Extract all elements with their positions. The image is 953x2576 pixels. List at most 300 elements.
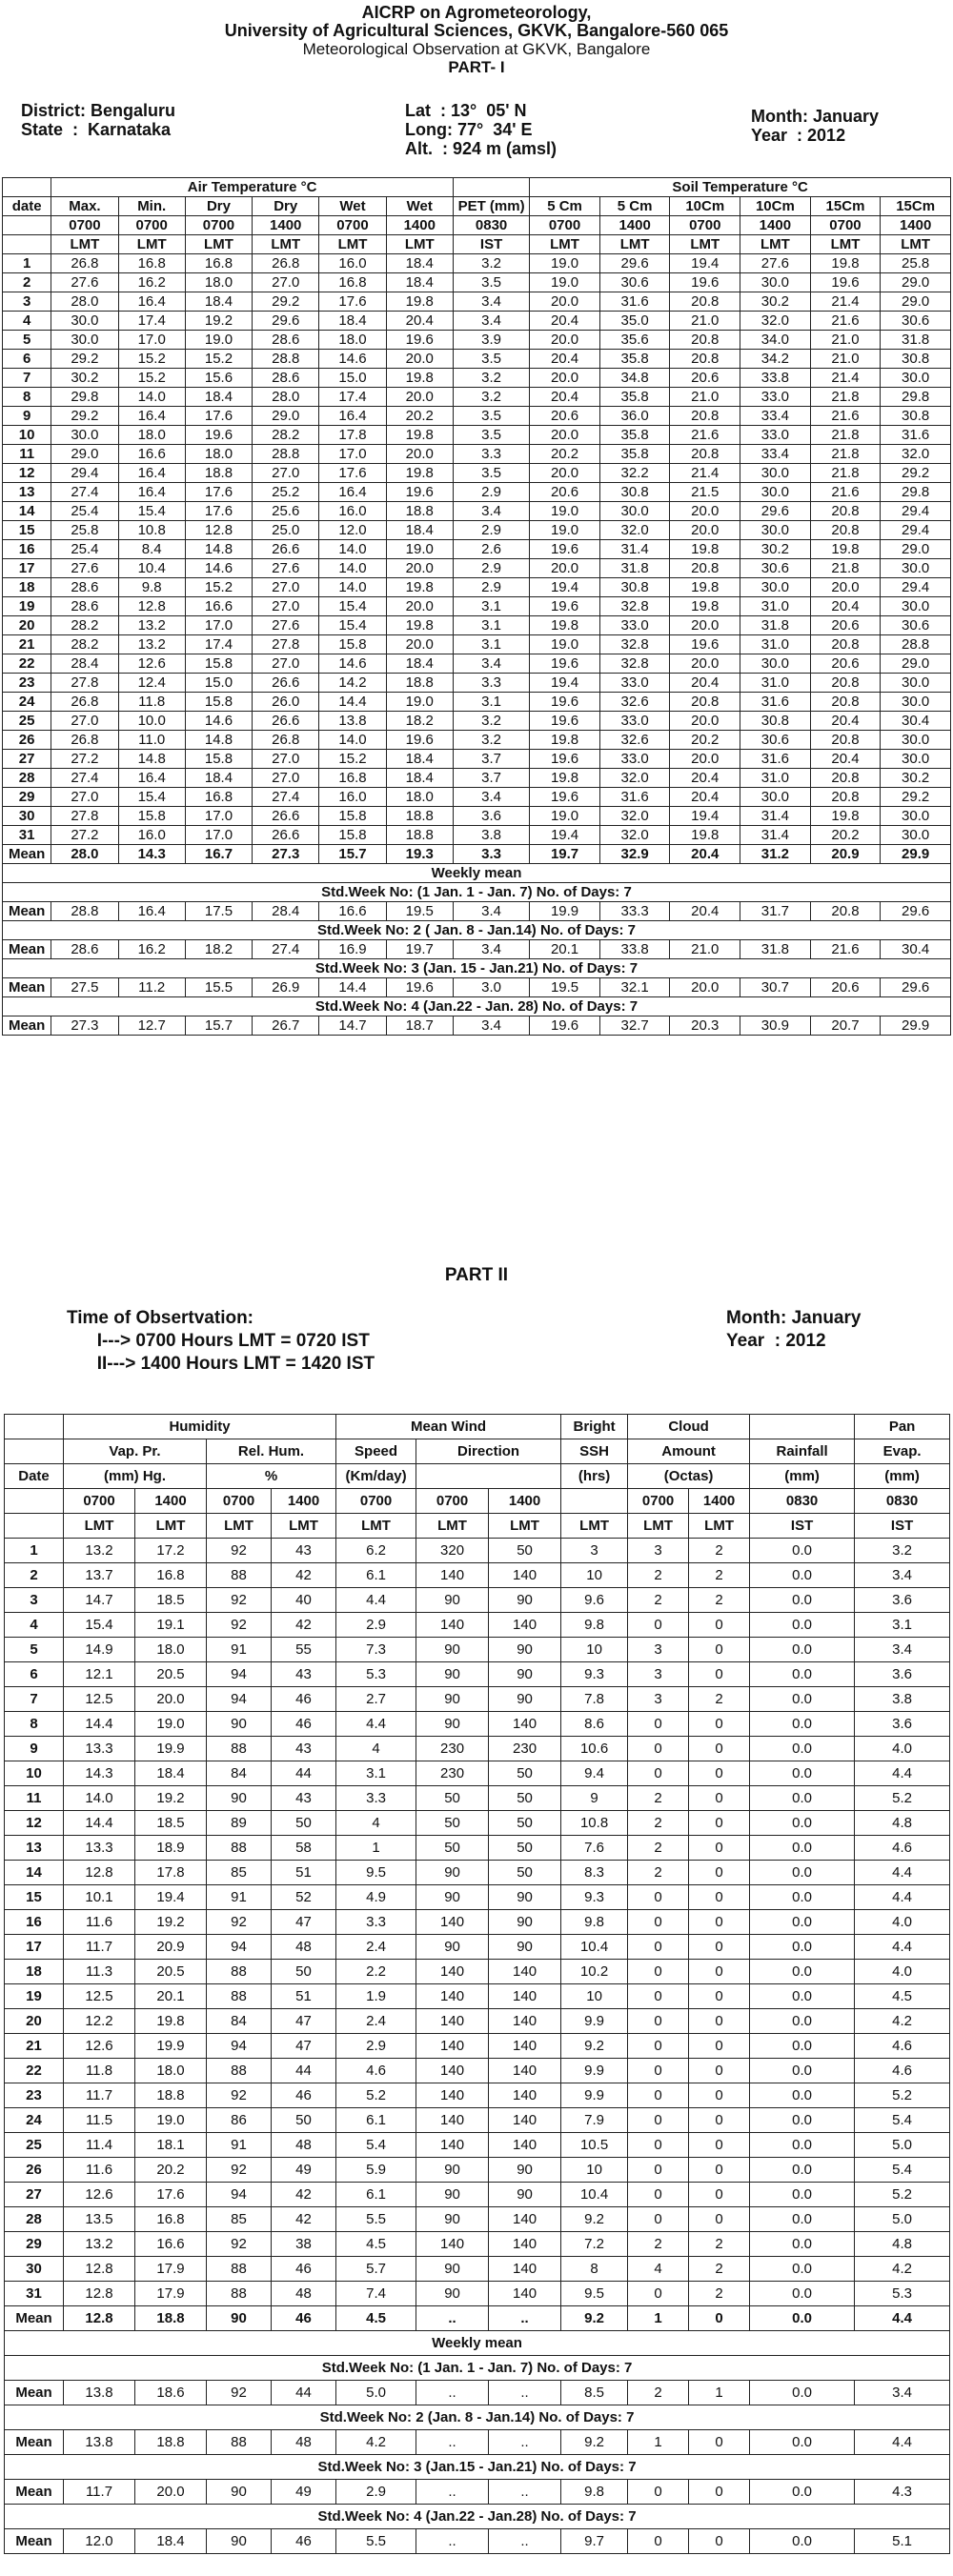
row-label: 10 [5, 1761, 64, 1786]
table-cell: 28.6 [51, 578, 118, 597]
table-cell: 35.8 [599, 426, 670, 445]
table-cell: 140 [416, 2059, 489, 2083]
table-cell: 3.3 [453, 845, 529, 864]
col-head: 15Cm [881, 197, 951, 216]
table-cell: 16.8 [135, 2207, 207, 2232]
table-cell: 19.0 [135, 1712, 207, 1737]
table-cell: 5.1 [855, 2529, 950, 2554]
table-cell: 16.4 [118, 902, 185, 921]
table-cell: 140 [489, 2108, 561, 2133]
table-cell: 31.0 [740, 674, 811, 693]
table-cell: 20.7 [810, 1016, 881, 1036]
table-cell: 94 [207, 1687, 272, 1712]
table-cell: 12.6 [64, 2183, 135, 2207]
weekly-mean-heading [5, 2331, 950, 2356]
blank-cell [5, 1489, 64, 1514]
table-row [5, 2083, 950, 2108]
table-row [5, 2108, 950, 2133]
wind-header: Mean Wind [336, 1415, 561, 1439]
table-cell: 27.0 [253, 597, 319, 616]
table-cell: 8.5 [561, 2381, 628, 2405]
table-cell: 7.9 [561, 2108, 628, 2133]
table-cell: 51 [272, 1861, 336, 1885]
table-cell: 20.4 [386, 312, 453, 331]
table-cell: 20.2 [386, 407, 453, 426]
table-cell: 84 [207, 1761, 272, 1786]
table-cell: 0 [689, 1984, 750, 2009]
time-head: 0700 [51, 216, 118, 235]
row-label: 1 [5, 1539, 64, 1563]
state: State : Karnataka [21, 120, 172, 139]
table-cell: 14.0 [319, 578, 386, 597]
table-cell: 29.4 [881, 502, 951, 521]
table-cell: .. [489, 2480, 561, 2505]
table-cell: 42 [272, 1613, 336, 1638]
table-cell: 30.2 [51, 369, 118, 388]
table-cell: 25.8 [881, 254, 951, 273]
speed-header: Speed [336, 1439, 416, 1464]
table-cell: 28.6 [51, 940, 118, 959]
time-head: 0830 [855, 1489, 950, 1514]
table-cell: 0.0 [750, 2158, 855, 2183]
table-cell: 0.0 [750, 2133, 855, 2158]
table-cell: 19.0 [135, 2108, 207, 2133]
table-cell: 20.8 [810, 521, 881, 540]
weekly-mean-heading-label: Weekly mean [3, 864, 951, 883]
table-cell: 19.4 [135, 1885, 207, 1910]
table-cell: 29.6 [740, 502, 811, 521]
table-cell: 16.0 [319, 502, 386, 521]
time-head: 0700 [185, 216, 252, 235]
table-cell: 140 [416, 2232, 489, 2257]
table-cell: 20.0 [670, 978, 740, 997]
table-cell: 15.2 [185, 350, 252, 369]
table-cell: 14.6 [319, 350, 386, 369]
part2-header-row2 [5, 1439, 950, 1464]
table-cell: 16.8 [118, 254, 185, 273]
table-cell: 30.0 [740, 273, 811, 292]
table-cell: 14.8 [185, 731, 252, 750]
table-cell: 0.0 [750, 2108, 855, 2133]
part2-title: PART II [444, 1265, 509, 1285]
table-cell: 30.8 [599, 483, 670, 502]
row-label: 5 [3, 331, 51, 350]
time-head: 0830 [453, 216, 529, 235]
table-cell: 0 [689, 2158, 750, 2183]
table-cell: 19.0 [530, 273, 600, 292]
table-cell: 0.0 [750, 1811, 855, 1836]
table-cell: 32.6 [599, 731, 670, 750]
table-cell: 30.6 [881, 312, 951, 331]
table-cell: 3.6 [855, 1588, 950, 1613]
humidity-header: Humidity [64, 1415, 336, 1439]
table-cell: 0.0 [750, 1638, 855, 1662]
table-cell: 30.2 [740, 292, 811, 312]
table-cell: 21.8 [810, 445, 881, 464]
table-cell: 2.4 [336, 1935, 416, 1960]
table-cell: 10 [561, 1563, 628, 1588]
table-cell: 2 [628, 1563, 689, 1588]
table-cell: 19.0 [530, 521, 600, 540]
table-cell: 30.0 [881, 559, 951, 578]
table-cell: 33.0 [599, 750, 670, 769]
time-1: I---> 0700 Hours LMT = 0720 IST [96, 1331, 370, 1351]
time-head: 0700 [628, 1489, 689, 1514]
table-cell: 18.8 [386, 807, 453, 826]
evap-header: Evap. [855, 1439, 950, 1464]
table-cell: 18.9 [135, 1836, 207, 1861]
table-cell: 3.7 [453, 769, 529, 788]
observation-time-block [67, 1307, 375, 1376]
table-cell: 27.4 [51, 483, 118, 502]
table-cell: 11.7 [64, 2083, 135, 2108]
table-cell: 32.2 [599, 464, 670, 483]
table-cell: 30.0 [599, 502, 670, 521]
unit-head: LMT [416, 1514, 489, 1539]
table-cell: 14.3 [118, 845, 185, 864]
table-cell: 0 [689, 2529, 750, 2554]
table-cell: 30.0 [51, 312, 118, 331]
table-cell: 16.8 [135, 1563, 207, 1588]
table-cell: 20.8 [810, 674, 881, 693]
table-cell: 140 [416, 2108, 489, 2133]
table-cell: 30.0 [740, 654, 811, 674]
table-cell: 33.4 [740, 407, 811, 426]
table-cell: 0 [628, 2034, 689, 2059]
table-cell: 19.8 [386, 426, 453, 445]
row-label: 27 [5, 2183, 64, 2207]
table-cell: 29.2 [51, 407, 118, 426]
row-label: 13 [5, 1836, 64, 1861]
table-cell: 17.9 [135, 2257, 207, 2282]
row-label: 12 [5, 1811, 64, 1836]
table-cell: 14.0 [319, 559, 386, 578]
unit-head: LMT [689, 1514, 750, 1539]
table-cell: 3.8 [855, 1687, 950, 1712]
table-cell: 90 [489, 1885, 561, 1910]
week-mean-row [3, 902, 951, 921]
table-cell: 16.9 [319, 940, 386, 959]
table-cell: 12.8 [185, 521, 252, 540]
std-week-title [5, 2405, 950, 2430]
table-cell: 19.9 [135, 2034, 207, 2059]
table-cell: 17.0 [118, 331, 185, 350]
table-cell: 16.6 [135, 2232, 207, 2257]
table-cell: 4.4 [336, 1588, 416, 1613]
table-cell: 85 [207, 2207, 272, 2232]
table-cell: 19.2 [135, 1910, 207, 1935]
table-cell: 18.6 [135, 2381, 207, 2405]
table-cell: .. [416, 2430, 489, 2455]
table-cell: 0.0 [750, 1761, 855, 1786]
part2-year: Year : 2012 [726, 1331, 826, 1351]
table-cell: 19.0 [530, 502, 600, 521]
table-cell: 0 [628, 1910, 689, 1935]
table-cell: 25.8 [51, 521, 118, 540]
table-cell: 46 [272, 2083, 336, 2108]
table-cell: 3 [628, 1687, 689, 1712]
table-row [5, 2207, 950, 2232]
table-cell: 88 [207, 1563, 272, 1588]
soil-temperature-header: Soil Temperature °C [530, 178, 951, 197]
table-cell: 20.0 [386, 559, 453, 578]
row-label: 19 [3, 597, 51, 616]
time-head: 1400 [489, 1489, 561, 1514]
table-cell: 4.9 [336, 1885, 416, 1910]
table-cell: 29.4 [881, 521, 951, 540]
col-head: 5 Cm [530, 197, 600, 216]
unit-head: LMT [740, 235, 811, 254]
table-cell: 13.2 [118, 616, 185, 635]
table-cell: 12.8 [118, 597, 185, 616]
table-cell: 9.3 [561, 1662, 628, 1687]
table-cell: 4 [336, 1737, 416, 1761]
table-cell: 19.8 [386, 464, 453, 483]
table-cell: 12.0 [64, 2529, 135, 2554]
table-cell: 26.8 [51, 693, 118, 712]
table-cell: .. [489, 2381, 561, 2405]
table-cell: 12.8 [64, 2282, 135, 2306]
table-cell: 140 [489, 1960, 561, 1984]
std-week-title [5, 2505, 950, 2529]
unit-head: LMT [118, 235, 185, 254]
table-cell: .. [416, 2529, 489, 2554]
table-cell: 9.8 [561, 1613, 628, 1638]
time-head: 1400 [881, 216, 951, 235]
table-cell: 33.8 [599, 940, 670, 959]
std-week-title-label: Std.Week No: (1 Jan. 1 - Jan. 7) No. of Days: 7 [3, 883, 951, 902]
table-cell: 140 [489, 1613, 561, 1638]
table-cell: 94 [207, 1935, 272, 1960]
table-cell: 9 [561, 1786, 628, 1811]
table-cell: 50 [416, 1786, 489, 1811]
time-head: 0700 [530, 216, 600, 235]
table-cell: 2 [628, 1786, 689, 1811]
col-head: 5 Cm [599, 197, 670, 216]
table-row [5, 1811, 950, 1836]
table-cell: 4.6 [855, 2034, 950, 2059]
table-cell: 29.0 [51, 445, 118, 464]
table-cell: 2.6 [453, 540, 529, 559]
table-cell: 90 [489, 1638, 561, 1662]
table-cell: 14.4 [319, 693, 386, 712]
table-cell: 44 [272, 1761, 336, 1786]
time-head: 0700 [336, 1489, 416, 1514]
table-cell: 9.9 [561, 2083, 628, 2108]
table-row [3, 464, 951, 483]
table-cell: 140 [489, 2282, 561, 2306]
table-cell: 140 [489, 2257, 561, 2282]
table-row [3, 369, 951, 388]
table-cell: 88 [207, 1737, 272, 1761]
table-cell: 21.6 [810, 312, 881, 331]
table-cell: 26.0 [253, 693, 319, 712]
cloud-header: Cloud [628, 1415, 750, 1439]
table-cell: 28.6 [253, 331, 319, 350]
table-cell: 49 [272, 2158, 336, 2183]
table-cell: 18.4 [386, 254, 453, 273]
table-cell: 4 [628, 2257, 689, 2282]
table-row [3, 540, 951, 559]
table-cell: 14.6 [185, 559, 252, 578]
table-cell: 50 [416, 1836, 489, 1861]
table-row [3, 388, 951, 407]
table-cell: 4.5 [336, 2232, 416, 2257]
table-cell: 20.0 [670, 654, 740, 674]
table-cell: 0 [628, 1984, 689, 2009]
table-cell: 15.7 [185, 1016, 252, 1036]
table-cell: 0.0 [750, 2381, 855, 2405]
table-cell: 10.1 [64, 1885, 135, 1910]
table-cell: 21.6 [810, 407, 881, 426]
row-label: 22 [5, 2059, 64, 2083]
row-label: 3 [5, 1588, 64, 1613]
table-cell: 0 [628, 2009, 689, 2034]
table-cell: 20.0 [386, 350, 453, 369]
part1-header-row2 [3, 216, 951, 235]
table-row [5, 1588, 950, 1613]
row-label: Mean [5, 2529, 64, 2554]
table-cell: 10.4 [561, 2183, 628, 2207]
table-cell: 0.0 [750, 1563, 855, 1588]
table-cell: 33.3 [599, 902, 670, 921]
table-row [5, 1563, 950, 1588]
table-cell: 47 [272, 2009, 336, 2034]
table-cell: 11.0 [118, 731, 185, 750]
table-row [3, 807, 951, 826]
table-cell: 46 [272, 1687, 336, 1712]
row-label: 31 [5, 2282, 64, 2306]
table-row [3, 731, 951, 750]
col-head: Dry [253, 197, 319, 216]
table-cell: 34.2 [740, 350, 811, 369]
table-cell: 140 [416, 1960, 489, 1984]
std-week-title-label: Std.Week No: 4 (Jan.22 - Jan.28) No. of Days: 7 [5, 2505, 950, 2529]
table-cell: 18.1 [135, 2133, 207, 2158]
col-head: 10Cm [670, 197, 740, 216]
table-cell: 29.0 [881, 540, 951, 559]
table-cell: 94 [207, 2183, 272, 2207]
time-head: 0700 [64, 1489, 135, 1514]
table-cell: 32.9 [599, 845, 670, 864]
row-label: 6 [5, 1662, 64, 1687]
table-cell: 18.8 [135, 2083, 207, 2108]
std-week-title-label: Std.Week No: (1 Jan. 1 - Jan. 7) No. of Days: 7 [5, 2356, 950, 2381]
table-cell: 4.3 [855, 2480, 950, 2505]
blank-cell [416, 1464, 561, 1489]
table-cell: 17.4 [185, 635, 252, 654]
table-cell: 28.8 [253, 350, 319, 369]
part1-header-row3 [3, 235, 951, 254]
table-cell: 18.4 [386, 769, 453, 788]
table-cell: 18.0 [386, 788, 453, 807]
table-cell: 0 [689, 2083, 750, 2108]
table-cell: 4.4 [855, 2430, 950, 2455]
table-cell: 27.6 [51, 273, 118, 292]
table-cell: 19.8 [135, 2009, 207, 2034]
table-cell: 92 [207, 2158, 272, 2183]
table-cell: 7.3 [336, 1638, 416, 1662]
table-cell: 9.8 [561, 1910, 628, 1935]
table-cell: 12.4 [118, 674, 185, 693]
table-cell: 32.7 [599, 1016, 670, 1036]
table-cell: 16.4 [118, 769, 185, 788]
table-cell: 90 [416, 1662, 489, 1687]
table-cell: 20.4 [530, 388, 600, 407]
table-cell: 90 [416, 1588, 489, 1613]
table-cell: 19.8 [670, 578, 740, 597]
table-row [3, 635, 951, 654]
table-cell: 4.2 [336, 2430, 416, 2455]
table-cell: 140 [489, 1712, 561, 1737]
table-cell: 29.4 [51, 464, 118, 483]
row-label: 30 [5, 2257, 64, 2282]
table-cell: 32.8 [599, 635, 670, 654]
part2-table [4, 1414, 950, 2554]
row-label: 29 [5, 2232, 64, 2257]
unit-head: LMT [64, 1514, 135, 1539]
row-label: 23 [3, 674, 51, 693]
table-cell: 0.0 [750, 1588, 855, 1613]
col-head: Dry [185, 197, 252, 216]
table-cell: 2.7 [336, 1687, 416, 1712]
table-cell: 18.8 [386, 674, 453, 693]
table-cell: 90 [416, 2282, 489, 2306]
table-cell: 19.6 [530, 712, 600, 731]
table-cell: 89 [207, 1811, 272, 1836]
table-cell: 86 [207, 2108, 272, 2133]
table-row [5, 2257, 950, 2282]
pet-header: PET (mm) [453, 197, 529, 216]
table-cell: 12.1 [64, 1662, 135, 1687]
table-row [5, 1910, 950, 1935]
table-cell: 27.0 [253, 273, 319, 292]
table-cell: 31.4 [740, 826, 811, 845]
ssh-header: SSH [561, 1439, 628, 1464]
row-label: 6 [3, 350, 51, 369]
table-cell: 29.2 [881, 788, 951, 807]
table-cell: 30.8 [599, 578, 670, 597]
table-cell: 33.0 [599, 616, 670, 635]
unit-head: IST [855, 1514, 950, 1539]
table-cell: 85 [207, 1861, 272, 1885]
table-cell: 2 [628, 1836, 689, 1861]
table-cell: 2 [628, 1811, 689, 1836]
table-cell: 2.9 [453, 521, 529, 540]
table-cell: 13.8 [319, 712, 386, 731]
table-cell: 3.6 [453, 807, 529, 826]
table-row [5, 1984, 950, 2009]
table-cell: 19.8 [386, 578, 453, 597]
coordinates-block [405, 101, 557, 158]
unit-head: LMT [319, 235, 386, 254]
unit-head: LMT [253, 235, 319, 254]
table-cell: 90 [489, 1687, 561, 1712]
table-cell: 88 [207, 2059, 272, 2083]
table-cell: 14.0 [118, 388, 185, 407]
table-cell: 140 [489, 2009, 561, 2034]
table-cell: 32.0 [599, 769, 670, 788]
table-row [3, 674, 951, 693]
row-label: 25 [3, 712, 51, 731]
table-cell: 10 [561, 1984, 628, 2009]
table-cell: 15.8 [319, 807, 386, 826]
time-head: 1400 [135, 1489, 207, 1514]
unit-head: LMT [810, 235, 881, 254]
unit-head: LMT [185, 235, 252, 254]
table-cell: 2.9 [453, 578, 529, 597]
table-cell: 5.2 [855, 1786, 950, 1811]
